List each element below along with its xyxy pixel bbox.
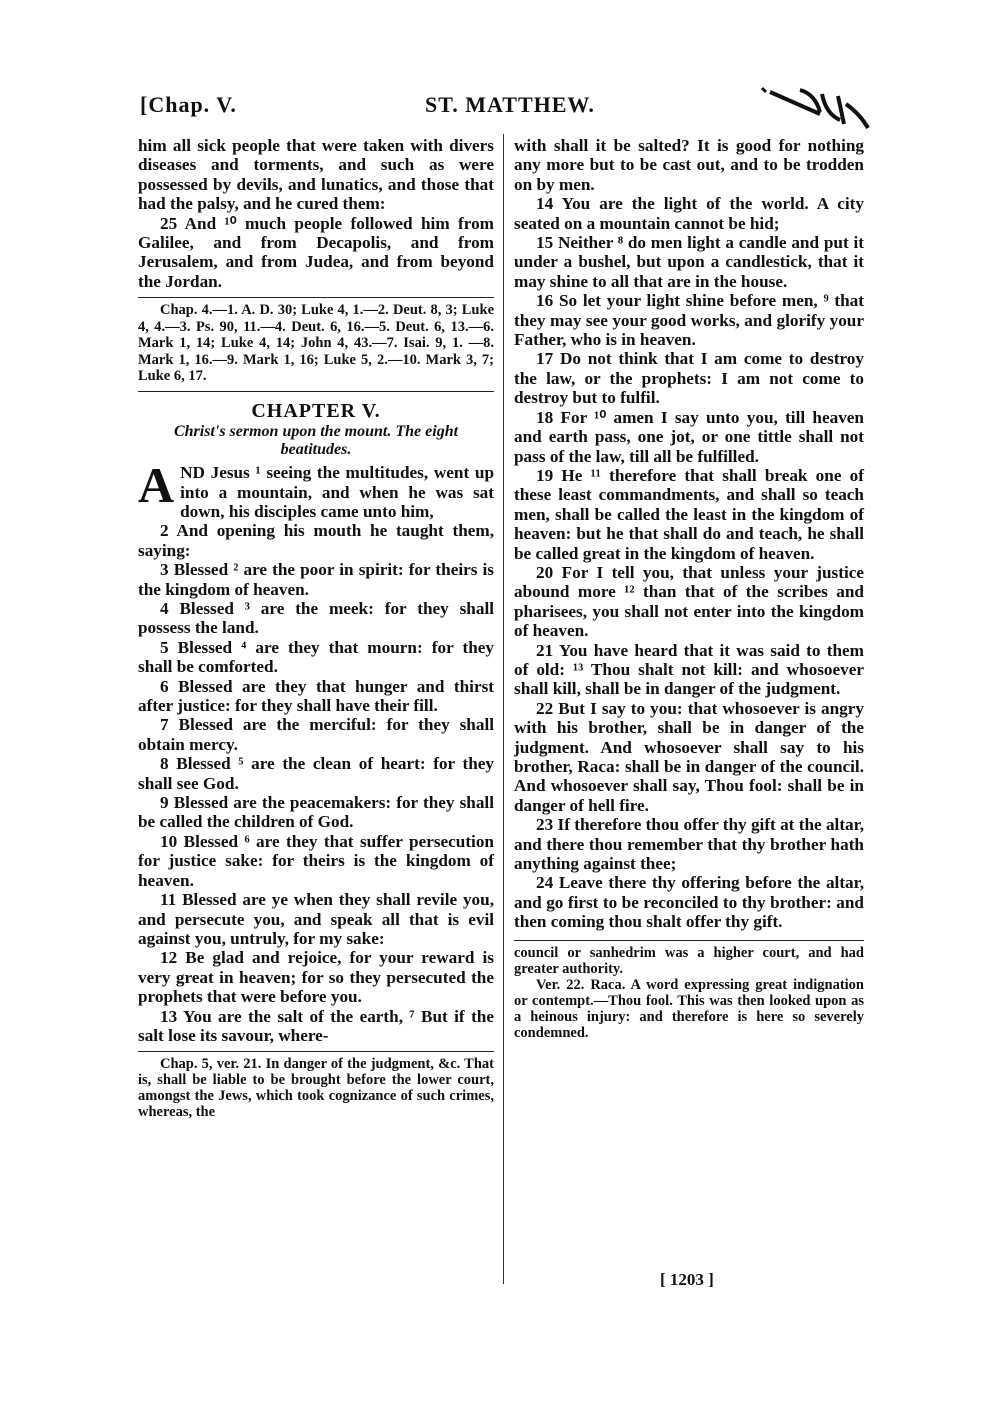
page-header [140, 92, 860, 122]
verse: 22 But I say to you: that whosoever is angry with his brother, shall be in danger of the judgment. And whosoever shall say to his brother, Raca: shall be in danger of the council. And whosoever shall say, Thou fool: shall be in danger of hell fire. [514, 698, 864, 815]
verse-continued: with shall it be salted? It is good for nothing any more but to be cast out, and to be trodden on by men. [514, 136, 864, 194]
verse: 19 He ¹¹ therefore that shall break one of these least commandments, and shall so teach men, shall be called the least in the kingdom of heaven: but he that shall do and teach, he shall be called great in the kingdom of heaven. [514, 465, 864, 563]
left-column [138, 136, 494, 1120]
verse: 25 And ¹⁰ much people followed him from Galilee, and from Decapolis, and from Jerusalem, and from Judea, and from beyond the Jordan. [138, 213, 494, 291]
chapter-heading: [Chap. V. [140, 92, 237, 117]
verse: 11 Blessed are ye when they shall revile you, and persecute you, and speak all that is evil against you, untruly, for my sake: [138, 890, 494, 948]
cross-references: Chap. 4.—1. A. D. 30; Luke 4, 1.—2. Deut. 8, 3; Luke 4, 4.—3. Ps. 90, 11.—4. Deut. 6, 16.—5. Deut. 6, 13.—6. Mark 1, 14; Luke 4, 14; John 4, 43.—7. Isai. 9, 1. —8. Mark 1, 16.—9. Mark 1, 16; Luke 5, 2.—10. Mark 3, 7; Luke 6, 17. [138, 297, 494, 385]
page-number: [ 1203 ] [660, 1270, 714, 1289]
verse: 9 Blessed are the peacemakers: for they shall be called the children of God. [138, 793, 494, 832]
verse-1-text: ND Jesus ¹ seeing the multitudes, went up into a mountain, and when he was sat down, his disciples came unto him, [180, 463, 494, 521]
verse: 5 Blessed ⁴ are they that mourn: for they shall be comforted. [138, 637, 494, 677]
verse: 3 Blessed ² are the poor in spirit: for theirs is the kingdom of heaven. [138, 560, 494, 599]
footnote-continued: council or sanhedrim was a higher court, and had greater authority. [514, 944, 864, 977]
verse-continued: him all sick people that were taken with divers diseases and torments, and such as were possessed by devils, and lunatics, and those that had the palsy, and he cured them: [138, 136, 494, 214]
right-column [514, 136, 864, 1041]
verse: 16 So let your light shine before men, ⁹ that they may see your good works, and glorify your Father, who is in heaven. [514, 291, 864, 350]
verse: 2 And opening his mouth he taught them, saying: [138, 521, 494, 560]
column-divider [503, 134, 504, 1284]
verse: 24 Leave there thy offering before the altar, and go first to be reconciled to thy brother: and then coming thou shalt offer thy gift. [514, 873, 864, 932]
verse: 14 You are the light of the world. A city seated on a mountain cannot be hid; [514, 194, 864, 233]
divider [138, 391, 494, 392]
drop-cap: A [138, 457, 175, 514]
verse: 8 Blessed ⁵ are the clean of heart: for they shall see God. [138, 754, 494, 793]
verse: 4 Blessed ³ are the meek: for they shall possess the land. [138, 599, 494, 638]
handwritten-mark-icon [760, 84, 870, 138]
verse: 23 If therefore thou offer thy gift at the altar, and there thou remember that thy brother hath anything against thee; [514, 815, 864, 874]
chapter-summary: Christ's sermon upon the mount. The eight beatitudes. [173, 423, 459, 459]
footnote: Chap. 5, ver. 21. In danger of the judgment, &c. That is, shall be liable to be brought before the lower court, amongst the Jews, which took cognizance of such crimes, whereas, the [138, 1051, 494, 1120]
verse: 12 Be glad and rejoice, for your reward is very great in heaven; for so they persecuted the prophets that were before you. [138, 948, 494, 1007]
verse: 6 Blessed are they that hunger and thirst after justice: for they shall have their fill. [138, 676, 494, 716]
verse: 15 Neither ⁸ do men light a candle and put it under a bushel, but upon a candlestick, that it may shine to all that are in the house. [514, 233, 864, 291]
chapter-title: CHAPTER V. [251, 399, 381, 422]
verse: 18 For ¹⁰ amen I say unto you, till heaven and earth pass, one jot, or one tittle shall not pass of the law, till all be fulfilled. [514, 407, 864, 466]
verse: 13 You are the salt of the earth, ⁷ But if the salt lose its savour, where- [138, 1006, 494, 1045]
footnote-ver-22: Ver. 22. Raca. A word expressing great indignation or contempt.—Thou fool. This was then looked upon as a heinous injury: and therefore is here so severely condemned. [514, 976, 864, 1041]
verse: 17 Do not think that I am come to destroy the law, or the prophets: I am not come to destroy but to fulfil. [514, 349, 864, 408]
verse: 7 Blessed are the merciful: for they shall obtain mercy. [138, 715, 494, 754]
verse: 20 For I tell you, that unless your justice abound more ¹² than that of the scribes and pharisees, you shall not enter into the kingdom of heaven. [514, 562, 864, 641]
book-title: ST. MATTHEW. [425, 92, 595, 117]
verse-1 [138, 457, 494, 521]
footnote [514, 940, 864, 1041]
verse: 21 You have heard that it was said to them of old: ¹³ Thou shalt not kill: and whosoever shall kill, shall be in danger of the judgment. [514, 640, 864, 699]
verse: 10 Blessed ⁶ are they that suffer persecution for justice sake: for theirs is the kingdom of heaven. [138, 831, 494, 890]
